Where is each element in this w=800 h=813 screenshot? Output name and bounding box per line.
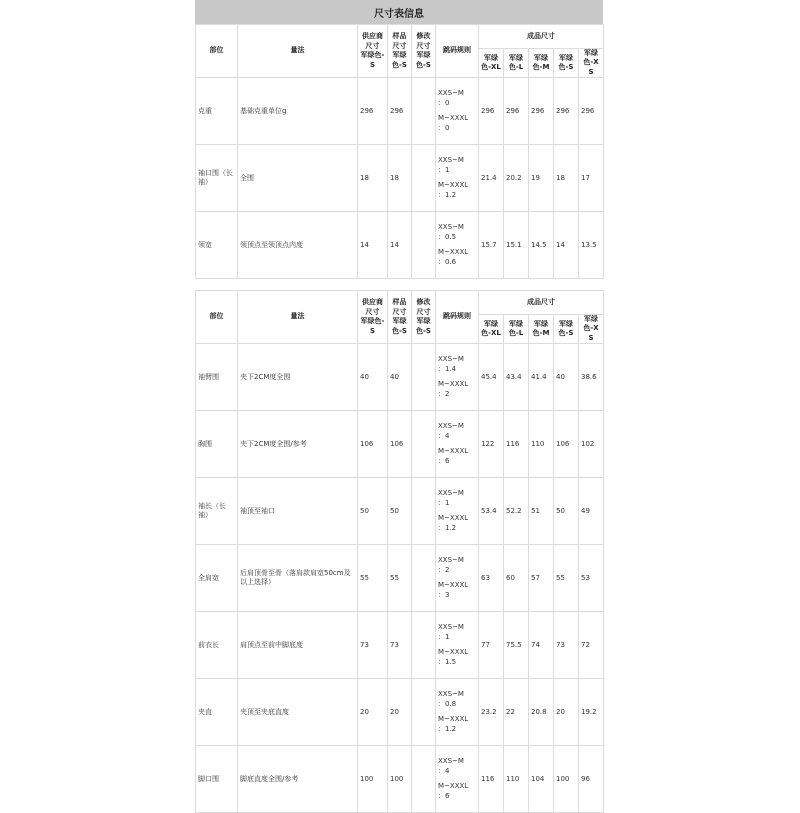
sample-cell: 100: [388, 746, 412, 813]
header-size: [554, 315, 579, 344]
rule-line: ：0: [438, 98, 450, 107]
rule-line: ：1: [438, 632, 450, 641]
supplier-cell: 20: [358, 679, 388, 746]
header-line: 军绿: [484, 319, 498, 328]
table-row: [196, 78, 604, 145]
header-supplier: [358, 291, 388, 344]
part-cell: 脚口围: [196, 746, 238, 813]
size-value: 21.4: [479, 145, 504, 212]
rule-line: ：4: [438, 766, 450, 775]
rule-line: M~XXXL: [438, 648, 469, 657]
header-line: 色-XL: [481, 329, 501, 338]
header-line: 色-XS: [583, 324, 599, 342]
header-sample: [388, 291, 412, 344]
size-value: 19.2: [579, 679, 604, 746]
size-value: 50: [554, 478, 579, 545]
size-value: 18: [554, 145, 579, 212]
size-value: 110: [504, 746, 529, 813]
header-line: 尺寸: [365, 41, 380, 50]
supplier-cell: 40: [358, 344, 388, 411]
method-cell: 夹下2CM度全围: [238, 344, 358, 411]
supplier-cell: 296: [358, 78, 388, 145]
size-value: 41.4: [529, 344, 554, 411]
size-chart-title: 尺寸表信息: [195, 0, 603, 24]
rule-line: ：1.4: [438, 364, 457, 373]
table-row: [196, 145, 604, 212]
supplier-cell: 14: [358, 212, 388, 279]
size-value: 40: [554, 344, 579, 411]
header-method: 量法: [238, 25, 358, 78]
part-cell: 夹直: [196, 679, 238, 746]
header-line: 军绿: [559, 319, 573, 328]
header-modify: [412, 25, 436, 78]
size-value: 22: [504, 679, 529, 746]
size-value: 73: [554, 612, 579, 679]
rule-line: M~XXXL: [438, 114, 469, 123]
rule-line: XXS~M: [438, 690, 464, 699]
modify-cell: [412, 679, 436, 746]
header-line: 军绿: [584, 315, 599, 323]
size-value: 45.4: [479, 344, 504, 411]
table-row: [196, 746, 604, 813]
header-modify: [412, 291, 436, 344]
table-row: [196, 212, 604, 279]
modify-cell: [412, 478, 436, 545]
rule-line: XXS~M: [438, 556, 464, 565]
method-cell: 夹下2CM度全围/参考: [238, 411, 358, 478]
rule-line: ：0.6: [438, 257, 457, 266]
header-line: 军绿: [484, 53, 498, 62]
size-value: 15.1: [504, 212, 529, 279]
header-line: 军绿: [509, 53, 523, 62]
modify-cell: [412, 746, 436, 813]
size-value: 296: [504, 78, 529, 145]
method-cell: 领顶点至领顶点内度: [238, 212, 358, 279]
size-value: 100: [554, 746, 579, 813]
size-value: 49: [579, 478, 604, 545]
rule-line: M~XXXL: [438, 514, 469, 523]
size-value: 15.7: [479, 212, 504, 279]
rule-line: M~XXXL: [438, 181, 469, 190]
rule-line: XXS~M: [438, 355, 464, 364]
header-line: 供应商: [362, 298, 383, 307]
header-line: 尺寸: [392, 41, 407, 50]
method-cell: 袖顶至袖口: [238, 478, 358, 545]
size-value: 96: [579, 746, 604, 813]
rule-line: ：1.2: [438, 724, 457, 733]
method-cell: 夹顶至夹底直度: [238, 679, 358, 746]
rule-line: ：0.8: [438, 699, 457, 708]
part-cell: 领宽: [196, 212, 238, 279]
header-line: 色-XL: [481, 63, 501, 72]
size-value: 20.2: [504, 145, 529, 212]
header-line: 样品: [392, 32, 407, 41]
rule-cell: [436, 679, 479, 746]
table-row: [196, 411, 604, 478]
rule-cell: [436, 746, 479, 813]
header-line: 军绿: [392, 317, 407, 326]
header-size: [479, 315, 504, 344]
rule-line: XXS~M: [438, 156, 464, 165]
size-value: 106: [554, 411, 579, 478]
rule-line: M~XXXL: [438, 380, 469, 389]
size-value: 296: [554, 78, 579, 145]
size-value: 14.5: [529, 212, 554, 279]
size-value: 116: [504, 411, 529, 478]
rule-line: ：0: [438, 123, 450, 132]
size-value: 13.5: [579, 212, 604, 279]
header-finished: 成品尺寸: [479, 291, 604, 315]
size-value: 110: [529, 411, 554, 478]
header-line: 军绿: [534, 319, 548, 328]
table-row: [196, 545, 604, 612]
size-value: 116: [479, 746, 504, 813]
rule-line: XXS~M: [438, 489, 464, 498]
header-size: [579, 315, 604, 344]
rule-line: ：6: [438, 791, 450, 800]
header-line: 色-S: [416, 60, 431, 69]
part-cell: 袖口围（长袖）: [196, 145, 238, 212]
header-rule: 跳码规则: [436, 291, 479, 344]
size-value: 51: [529, 478, 554, 545]
header-rule: 跳码规则: [436, 25, 479, 78]
sample-cell: 106: [388, 411, 412, 478]
header-line: 修改: [416, 32, 431, 41]
rule-line: ：6: [438, 456, 450, 465]
modify-cell: [412, 212, 436, 279]
size-value: 63: [479, 545, 504, 612]
header-row: [196, 25, 604, 49]
header-line: S: [369, 326, 376, 335]
header-line: 军绿: [534, 53, 548, 62]
rule-cell: [436, 612, 479, 679]
size-value: 52.2: [504, 478, 529, 545]
sample-cell: 55: [388, 545, 412, 612]
part-cell: 袖长（长袖）: [196, 478, 238, 545]
part-cell: 前衣长: [196, 612, 238, 679]
size-value: 74: [529, 612, 554, 679]
modify-cell: [412, 145, 436, 212]
header-size: [504, 49, 529, 78]
sample-cell: 296: [388, 78, 412, 145]
size-value: 14: [554, 212, 579, 279]
header-row: [196, 291, 604, 315]
rule-line: ：2: [438, 389, 450, 398]
size-value: 19: [529, 145, 554, 212]
supplier-cell: 18: [358, 145, 388, 212]
rule-line: XXS~M: [438, 422, 464, 431]
part-cell: 胸围: [196, 411, 238, 478]
header-line: 色-S: [392, 60, 407, 69]
supplier-cell: 106: [358, 411, 388, 478]
rule-line: M~XXXL: [438, 782, 469, 791]
header-line: 军绿色-: [360, 51, 385, 60]
rule-line: ：1: [438, 498, 450, 507]
header-line: 尺寸: [392, 307, 407, 316]
header-line: 军绿色-: [360, 317, 385, 326]
rule-cell: [436, 478, 479, 545]
size-value: 53: [579, 545, 604, 612]
table-row: [196, 344, 604, 411]
rule-line: M~XXXL: [438, 248, 469, 257]
header-sample: [388, 25, 412, 78]
rule-line: XXS~M: [438, 623, 464, 632]
header-line: 样品: [392, 298, 407, 307]
sample-cell: 40: [388, 344, 412, 411]
header-line: 军绿: [416, 51, 431, 60]
header-part: 部位: [196, 25, 238, 78]
size-value: 296: [579, 78, 604, 145]
supplier-cell: 50: [358, 478, 388, 545]
size-value: 17: [579, 145, 604, 212]
rule-line: ：1: [438, 165, 450, 174]
table-row: [196, 679, 604, 746]
rule-line: ：4: [438, 431, 450, 440]
rule-cell: [436, 212, 479, 279]
size-value: 43.4: [504, 344, 529, 411]
size-value: 77: [479, 612, 504, 679]
header-line: 色-M: [532, 63, 550, 72]
size-value: 55: [554, 545, 579, 612]
modify-cell: [412, 612, 436, 679]
method-cell: 全围: [238, 145, 358, 212]
header-size: [529, 315, 554, 344]
size-value: 75.5: [504, 612, 529, 679]
header-line: S: [369, 60, 376, 69]
header-line: 尺寸: [416, 307, 431, 316]
header-line: 修改: [416, 298, 431, 307]
size-value: 102: [579, 411, 604, 478]
rule-line: ：3: [438, 590, 450, 599]
rule-line: ：1.2: [438, 523, 457, 532]
size-value: 72: [579, 612, 604, 679]
modify-cell: [412, 545, 436, 612]
rule-line: XXS~M: [438, 757, 464, 766]
header-line: 军绿: [584, 49, 599, 57]
supplier-cell: 73: [358, 612, 388, 679]
method-cell: 脚底直度全围/参考: [238, 746, 358, 813]
part-cell: 克重: [196, 78, 238, 145]
size-value: 122: [479, 411, 504, 478]
modify-cell: [412, 344, 436, 411]
table-row: [196, 478, 604, 545]
header-line: 尺寸: [365, 307, 380, 316]
header-size: [529, 49, 554, 78]
rule-line: ：0.5: [438, 232, 457, 241]
header-line: 色-M: [532, 329, 550, 338]
rule-line: XXS~M: [438, 223, 464, 232]
size-value: 296: [529, 78, 554, 145]
table-row: [196, 612, 604, 679]
part-cell: 袖臂围: [196, 344, 238, 411]
size-value: 20.8: [529, 679, 554, 746]
rule-cell: [436, 78, 479, 145]
size-table-1: [195, 24, 604, 279]
sample-cell: 18: [388, 145, 412, 212]
sample-cell: 73: [388, 612, 412, 679]
part-cell: 全肩宽: [196, 545, 238, 612]
sample-cell: 50: [388, 478, 412, 545]
rule-line: ：1.2: [438, 190, 457, 199]
method-cell: 后肩顶骨至骨（落肩款肩宽50cm及以上选择）: [238, 545, 358, 612]
rule-line: XXS~M: [438, 89, 464, 98]
rule-cell: [436, 344, 479, 411]
header-line: 军绿: [392, 51, 407, 60]
header-line: 军绿: [509, 319, 523, 328]
header-method: 量法: [238, 291, 358, 344]
supplier-cell: 55: [358, 545, 388, 612]
method-cell: 肩顶点至前中脚底度: [238, 612, 358, 679]
rule-cell: [436, 545, 479, 612]
modify-cell: [412, 78, 436, 145]
size-value: 38.6: [579, 344, 604, 411]
method-cell: 基础克重单位g: [238, 78, 358, 145]
size-value: 57: [529, 545, 554, 612]
rule-line: M~XXXL: [438, 581, 469, 590]
header-finished: 成品尺寸: [479, 25, 604, 49]
size-value: 20: [554, 679, 579, 746]
header-line: 尺寸: [416, 41, 431, 50]
header-line: 色-S: [558, 329, 574, 338]
header-line: 军绿: [559, 53, 573, 62]
header-line: 供应商: [362, 32, 383, 41]
header-supplier: [358, 25, 388, 78]
sample-cell: 20: [388, 679, 412, 746]
header-line: 色-XS: [583, 58, 599, 76]
rule-line: ：2: [438, 565, 450, 574]
header-size: [479, 49, 504, 78]
header-part: 部位: [196, 291, 238, 344]
size-value: 23.2: [479, 679, 504, 746]
rule-cell: [436, 145, 479, 212]
size-value: 296: [479, 78, 504, 145]
header-line: 色-L: [508, 63, 524, 72]
header-line: 色-S: [416, 326, 431, 335]
header-line: 色-L: [508, 329, 524, 338]
header-line: 色-S: [558, 63, 574, 72]
size-value: 104: [529, 746, 554, 813]
size-table-2: [195, 290, 604, 813]
header-size: [554, 49, 579, 78]
rule-line: M~XXXL: [438, 715, 469, 724]
header-size: [579, 49, 604, 78]
supplier-cell: 100: [358, 746, 388, 813]
size-value: 60: [504, 545, 529, 612]
size-value: 53.4: [479, 478, 504, 545]
header-size: [504, 315, 529, 344]
modify-cell: [412, 411, 436, 478]
rule-line: M~XXXL: [438, 447, 469, 456]
rule-line: ：1.5: [438, 657, 457, 666]
header-line: 军绿: [416, 317, 431, 326]
header-line: 色-S: [392, 326, 407, 335]
rule-cell: [436, 411, 479, 478]
sample-cell: 14: [388, 212, 412, 279]
